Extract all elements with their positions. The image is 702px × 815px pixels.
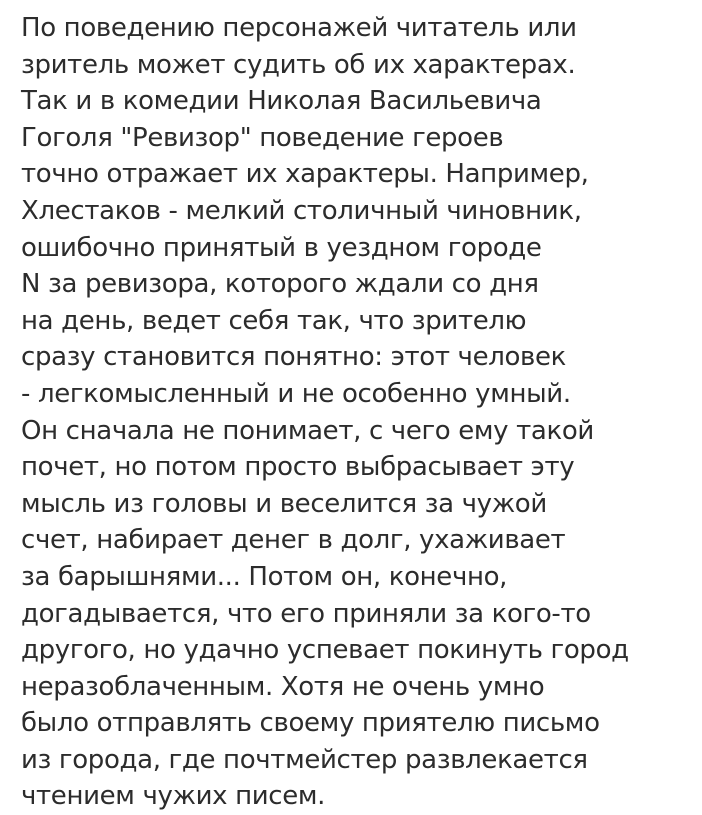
text-line: По поведению персонажей читатель или (21, 13, 577, 43)
text-line: счет, набирает денег в долг, ухаживает (21, 525, 566, 556)
text-line: Он сначала не понимает, с чего ему такой (21, 415, 594, 446)
text-line: из города, где почтмейстер развлекается (21, 744, 588, 775)
text-line: Хлестаков - мелкий столичный чиновник, (21, 195, 582, 226)
text-line: другого, но удачно успевает покинуть город (21, 635, 629, 666)
text-line: - легкомысленный и не особенно умный. (21, 378, 571, 409)
text-line: почет, но потом просто выбрасывает эту (21, 452, 575, 483)
text-line: было отправлять своему приятелю письмо (21, 708, 600, 739)
text-line: Так и в комедии Николая Васильевича (21, 86, 542, 117)
text-line: точно отражает их характеры. Например, (21, 159, 589, 190)
text-line: неразоблаченным. Хотя не очень умно (21, 671, 545, 702)
text-line: зритель может судить об их характерах. (21, 49, 576, 80)
text-line: N за ревизора, которого ждали со дня (21, 269, 539, 300)
text-line: ошибочно принятый в уездном городе (21, 232, 542, 263)
text-line: на день, ведет себя так, что зрителю (21, 305, 527, 336)
text-line: Гоголя "Ревизор" поведение героев (21, 122, 504, 153)
text-line: чтением чужих писем. (21, 781, 326, 812)
text-line: сразу становится понятно: этот человек (21, 342, 567, 373)
essay-text (21, 10, 696, 815)
text-line: догадывается, что его приняли за кого-то (21, 598, 591, 629)
text-line: за барышнями... Потом он, конечно, (21, 561, 508, 592)
text-line: мысль из головы и веселится за чужой (21, 488, 547, 519)
